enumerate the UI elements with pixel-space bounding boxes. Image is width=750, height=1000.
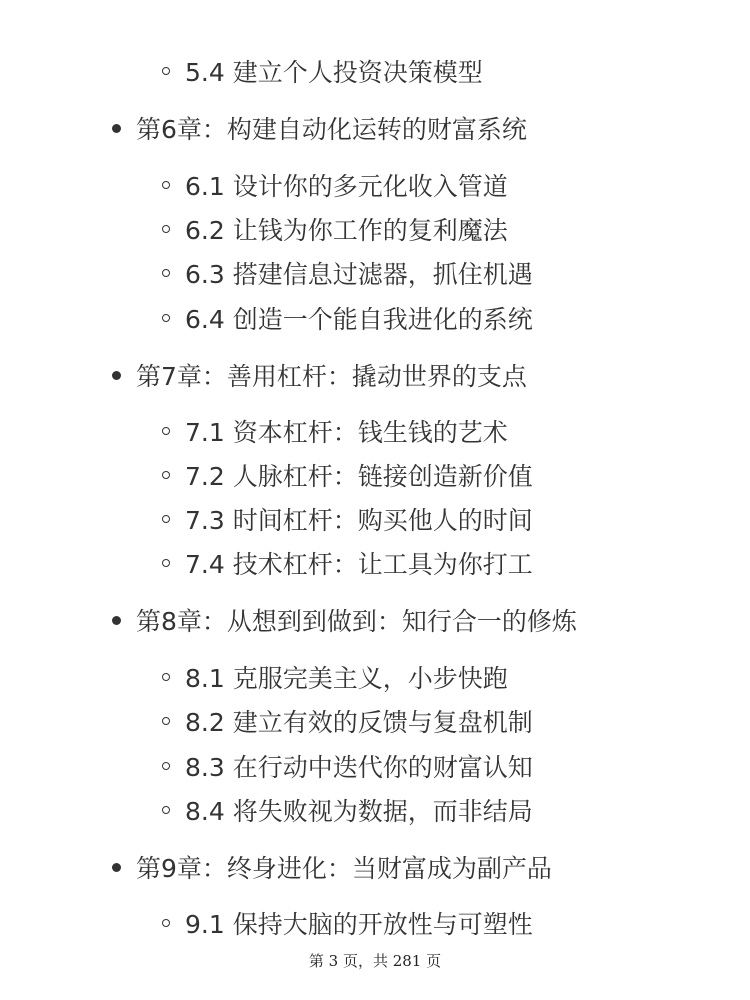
toc-section-label: 8.1 克服完美主义，小步快跑 [185,664,508,693]
hollow-bullet-icon [162,181,170,189]
hollow-bullet-icon [162,471,170,479]
toc-section-8-4 [162,790,533,830]
hollow-bullet-icon [162,806,170,814]
toc-section-9-1 [162,903,533,943]
toc-section-label: 7.2 人脉杠杆：链接创造新价值 [185,462,533,491]
filled-bullet-icon [112,863,121,872]
hollow-bullet-icon [162,67,170,75]
hollow-bullet-icon [162,717,170,725]
toc-section-label: 8.2 建立有效的反馈与复盘机制 [185,708,533,737]
toc-section-6-1 [162,165,508,205]
filled-bullet-icon [112,616,121,625]
toc-section-7-4 [162,543,533,583]
toc-section-6-2 [162,209,508,249]
hollow-bullet-icon [162,314,170,322]
toc-chapter-label: 第8章：从想到到做到：知行合一的修炼 [136,607,577,636]
toc-section-6-4 [162,298,533,338]
toc-section-label: 5.4 建立个人投资决策模型 [185,58,483,87]
toc-section-label: 6.4 创造一个能自我进化的系统 [185,305,533,334]
hollow-bullet-icon [162,673,170,681]
toc-section-label: 6.1 设计你的多元化收入管道 [185,172,508,201]
toc-section-label: 7.1 资本杠杆：钱生钱的艺术 [185,418,508,447]
toc-section-6-3 [162,253,533,293]
toc-chapter-label: 第6章：构建自动化运转的财富系统 [136,115,527,144]
toc-section-label: 9.1 保持大脑的开放性与可塑性 [185,910,533,939]
toc-section-label: 8.4 将失败视为数据，而非结局 [185,797,533,826]
toc-chapter-label: 第7章：善用杠杆：撬动世界的支点 [136,362,527,391]
hollow-bullet-icon [162,762,170,770]
filled-bullet-icon [112,371,121,380]
toc-section-8-1 [162,657,508,697]
toc-section-5-4 [162,51,483,91]
toc-section-label: 7.4 技术杠杆：让工具为你打工 [185,550,533,579]
toc-section-label: 6.2 让钱为你工作的复利魔法 [185,216,508,245]
toc-section-label: 6.3 搭建信息过滤器，抓住机遇 [185,260,533,289]
toc-chapter-7 [112,355,527,395]
toc-section-7-1 [162,411,508,451]
toc-section-8-3 [162,746,533,786]
toc-section-label: 8.3 在行动中迭代你的财富认知 [185,753,533,782]
toc-section-7-3 [162,499,533,539]
filled-bullet-icon [112,124,121,133]
hollow-bullet-icon [162,515,170,523]
hollow-bullet-icon [162,225,170,233]
hollow-bullet-icon [162,269,170,277]
toc-section-8-2 [162,701,533,741]
toc-chapter-8 [112,600,577,640]
hollow-bullet-icon [162,559,170,567]
toc-section-7-2 [162,455,533,495]
toc-section-label: 7.3 时间杠杆：购买他人的时间 [185,506,533,535]
hollow-bullet-icon [162,427,170,435]
toc-chapter-6 [112,108,527,148]
toc-chapter-9 [112,847,552,887]
page-number-footer: 第 3 页，共 281 页 [308,952,442,970]
hollow-bullet-icon [162,919,170,927]
toc-chapter-label: 第9章：终身进化：当财富成为副产品 [136,854,552,883]
